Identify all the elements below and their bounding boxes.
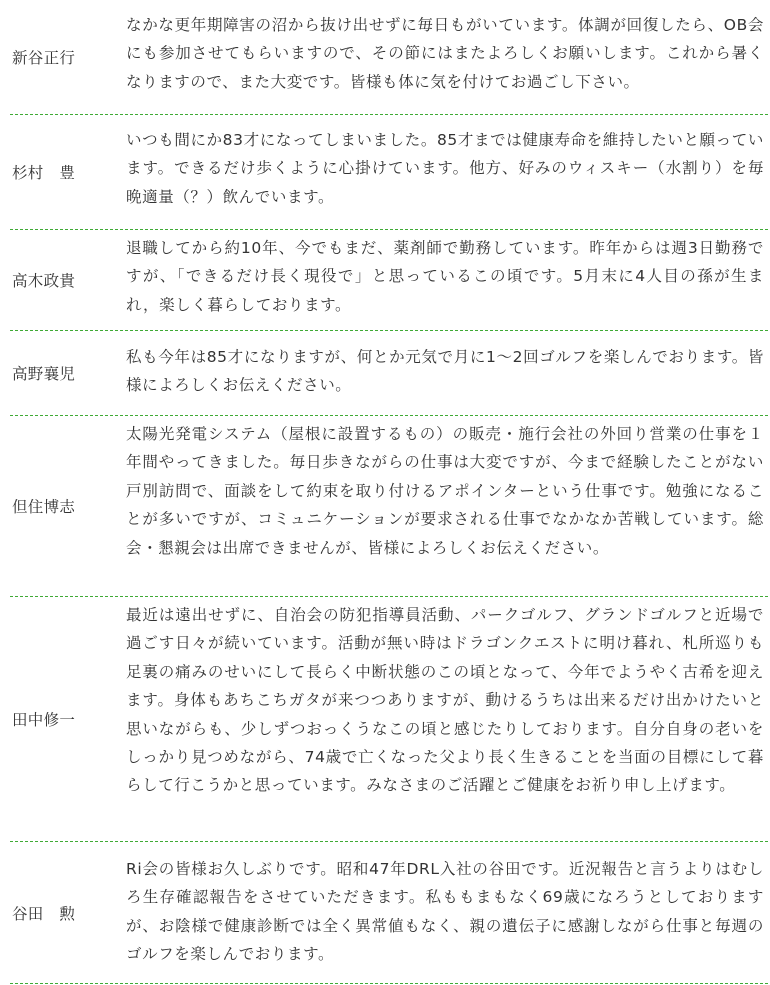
member-name: 但住博志 xyxy=(12,498,76,516)
member-name: 高野襄児 xyxy=(12,365,76,383)
member-name: 杉村 豊 xyxy=(12,164,76,182)
member-message: なかな更年期障害の沼から抜け出せずに毎日もがいています。体調が回復したら、OB会にも参加させてもらいますので、その節にはまたよろしくお願いします。これから暑くなりますので、また大変です。皆様も体に気を付けてお過ごし下さい。 xyxy=(126,16,764,91)
member-name: 高木政貴 xyxy=(12,272,76,290)
member-entry xyxy=(10,115,768,230)
member-entry xyxy=(10,331,768,416)
member-entry xyxy=(10,597,768,842)
member-message: 最近は遠出せずに、自治会の防犯指導員活動、パークゴルフ、グランドゴルフと近場で過ごす日々が続いています。活動が無い時はドラゴンクエストに明け暮れ、札所巡りも足裏の痛みのせいにして長らく中断状態のこの頃となって、今年でようやく古希を迎えます。身体もあちこちガタが来つつありますが、動けるうちは出来るだけ出かけたいと思いながらも、少しずつおっくうなこの頃と感じたりしております。自分自身の老いをしっかり見つめながら、74歳で亡くなった父より長く生きることを当面の目標にして暮らして行こうかと思っています。みなさまのご活躍とご健康をお祈り申し上げます。 xyxy=(126,606,764,795)
member-message: 私も今年は85才になりますが、何とか元気で月に1～2回ゴルフを楽しんでおります。皆様によろしくお伝えください。 xyxy=(126,348,764,395)
member-message: Ri会の皆様お久しぶりです。昭和47年DRL入社の谷田です。近況報告と言うよりはむしろ生存確認報告をさせていただきます。私ももまもなく69歳になろうとしておりますが、お陰様で健康診断では全く異常値もなく、親の遺伝子に感謝しながら仕事と毎週のゴルフを楽しんでおります。 xyxy=(126,860,764,964)
member-name: 田中修一 xyxy=(12,711,76,729)
member-message: 退職してから約10年、今でもまだ、薬剤師で勤務しています。昨年からは週3日勤務ですが、「できるだけ長く現役で」と思っているこの頃です。5月末に4人目の孫が生まれ，楽しく暮らしております。 xyxy=(126,239,764,314)
member-name: 新谷正行 xyxy=(12,49,76,67)
member-entry xyxy=(10,842,768,984)
member-entry xyxy=(10,416,768,597)
member-entry xyxy=(10,0,768,115)
member-message: いつも間にか83才になってしまいました。85才までは健康寿命を維持したいと願っています。できるだけ歩くように心掛けています。他方、好みのウィスキー（水割り）を毎晩適量（？）飲んでいます。 xyxy=(126,131,764,206)
member-name: 谷田 勲 xyxy=(12,904,76,923)
member-entry xyxy=(10,230,768,331)
member-message: 太陽光発電システム（屋根に設置するもの）の販売・施行会社の外回り営業の仕事を１年間やってきました。毎日歩きながらの仕事は大変ですが、今まで経験したことがない戸別訪問で、面談をして約束を取り付けるアポインターという仕事です。勉強になることが多いですが、コミュニケーションが要求される仕事でなかなか苦戦しています。総会・懇親会は出席できませんが、皆様によろしくお伝えください。 xyxy=(126,425,764,557)
